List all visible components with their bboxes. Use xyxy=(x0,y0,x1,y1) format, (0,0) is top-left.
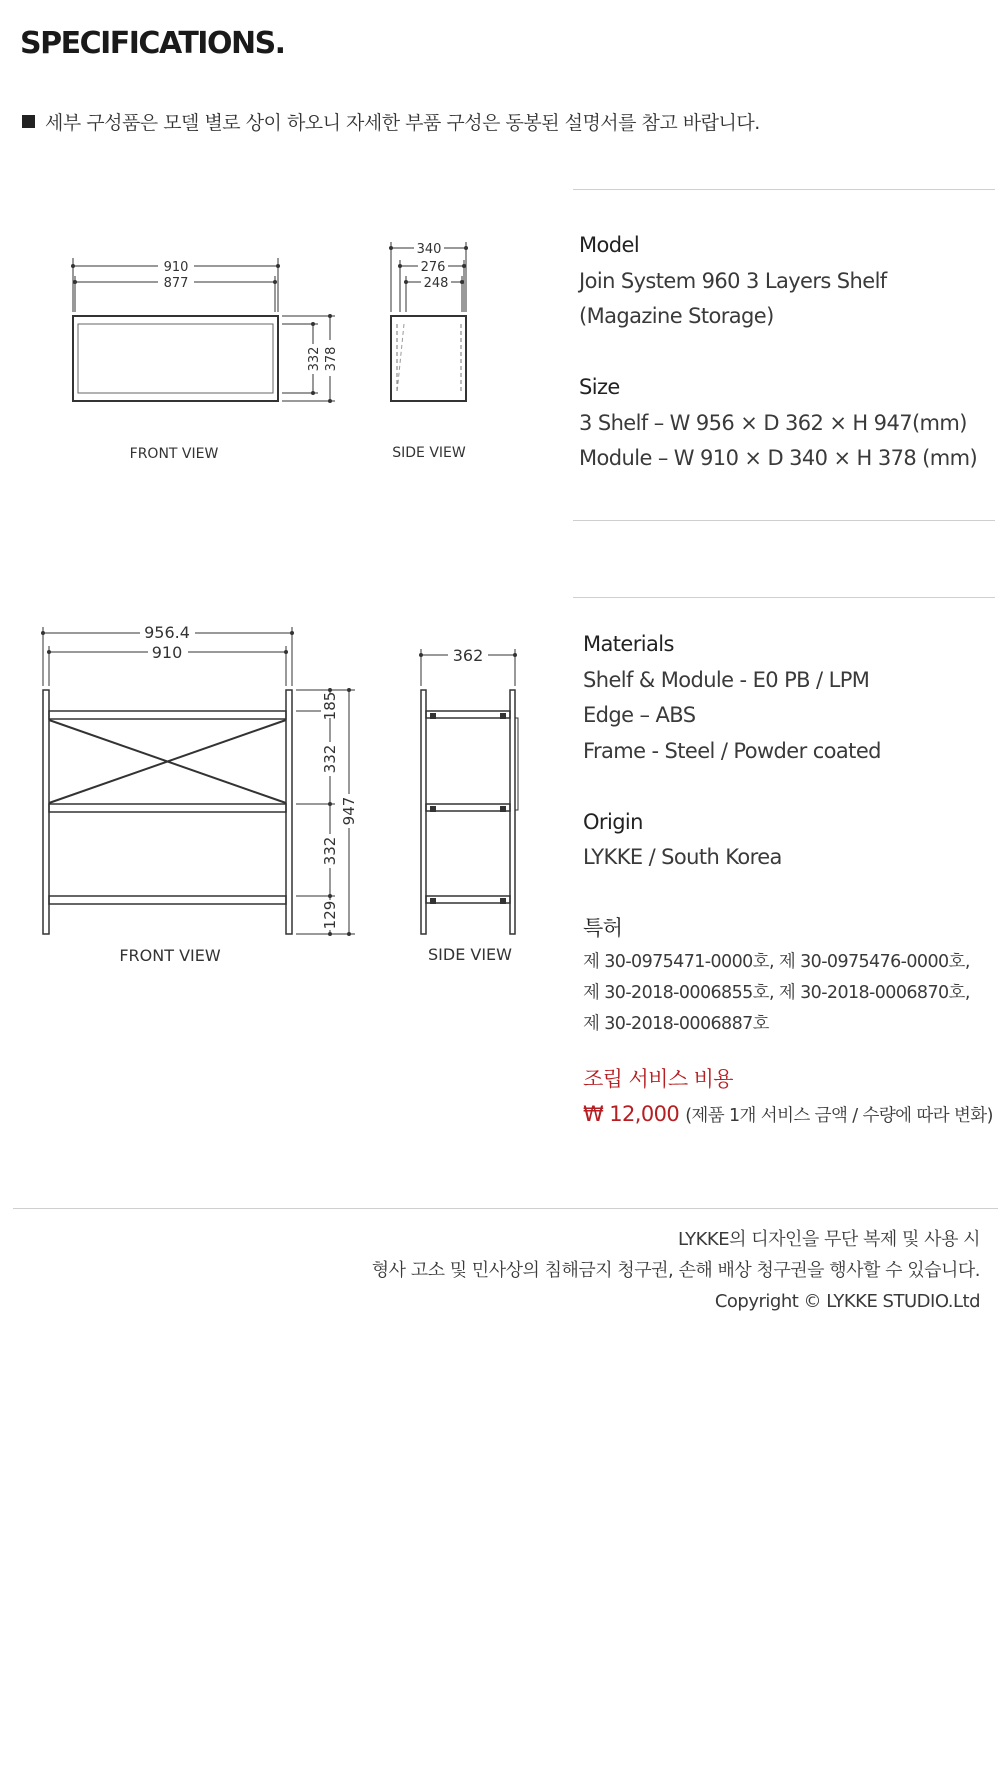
patent-line: 제 30-2018-0006887호 xyxy=(583,1013,769,1034)
dim-956-4: 956.4 xyxy=(144,623,190,642)
assembly-heading: 조립 서비스 비용 xyxy=(583,1066,733,1091)
divider xyxy=(573,597,995,598)
materials-heading: Materials xyxy=(583,632,674,656)
materials-line: Edge – ABS xyxy=(583,703,696,727)
origin-heading: Origin xyxy=(583,809,643,834)
notice-label: 세부 구성품은 모델 별로 상이 하오니 자세한 부품 구성은 동봉된 설명서를 참고 바랍니다. xyxy=(45,112,760,134)
dim-185: 185 xyxy=(321,691,339,721)
dim-877: 877 xyxy=(163,276,189,291)
patent-line: 제 30-2018-0006855호, 제 30-2018-0006870호, xyxy=(583,982,970,1003)
patent-heading: 특허 xyxy=(583,916,623,940)
dim-340: 340 xyxy=(416,242,442,257)
dim-332-upper: 332 xyxy=(321,744,339,774)
origin-line: LYKKE / South Korea xyxy=(583,845,782,869)
footer-line: 형사 고소 및 민사상의 침해금지 청구권, 손해 배상 청구권을 행사할 수 있습니다. xyxy=(371,1260,980,1281)
spec-panel-model-size xyxy=(579,228,977,477)
assembly-note: (제품 1개 서비스 금액 / 수량에 따라 변화) xyxy=(685,1106,993,1126)
model-line: Join System 960 3 Layers Shelf xyxy=(579,268,887,293)
divider xyxy=(573,520,995,521)
divider xyxy=(573,189,995,190)
dim-947: 947 xyxy=(340,796,358,826)
dim-248: 248 xyxy=(423,276,449,291)
patent-line: 제 30-0975471-0000호, 제 30-0975476-0000호, xyxy=(583,951,970,972)
materials-line: Frame - Steel / Powder coated xyxy=(583,738,881,763)
materials-line: Shelf & Module - E0 PB / LPM xyxy=(583,667,870,692)
side-view-label-shelf: SIDE VIEW xyxy=(428,945,512,964)
front-view-label: FRONT VIEW xyxy=(129,446,219,462)
dim-910-shelf: 910 xyxy=(151,643,183,662)
dim-332-lower: 332 xyxy=(321,836,339,866)
size-line: Module – W 910 × D 340 × H 378 (mm) xyxy=(579,446,978,470)
dim-129: 129 xyxy=(321,900,339,930)
footer-line: LYKKE의 디자인을 무단 복제 및 사용 시 xyxy=(678,1229,980,1250)
page-title: SPECIFICATIONS. xyxy=(20,26,285,61)
model-line: (Magazine Storage) xyxy=(579,304,774,328)
size-heading: Size xyxy=(579,375,620,399)
model-heading: Model xyxy=(579,233,640,257)
assembly-price: ₩ 12,000 xyxy=(583,1102,680,1126)
dim-276: 276 xyxy=(420,260,446,275)
dim-332: 332 xyxy=(307,346,322,372)
footer-notice xyxy=(372,1224,980,1317)
dim-378: 378 xyxy=(324,346,339,372)
side-view-label: SIDE VIEW xyxy=(392,445,466,461)
dim-910: 910 xyxy=(163,260,189,275)
footer-divider xyxy=(13,1208,998,1209)
dim-362: 362 xyxy=(452,646,484,665)
front-view-label-shelf: FRONT VIEW xyxy=(119,946,221,965)
size-line: 3 Shelf – W 956 × D 362 × H 947(mm) xyxy=(579,410,967,435)
copyright: Copyright © LYKKE STUDIO.Ltd xyxy=(714,1291,980,1312)
spec-panel-materials xyxy=(583,627,993,1135)
